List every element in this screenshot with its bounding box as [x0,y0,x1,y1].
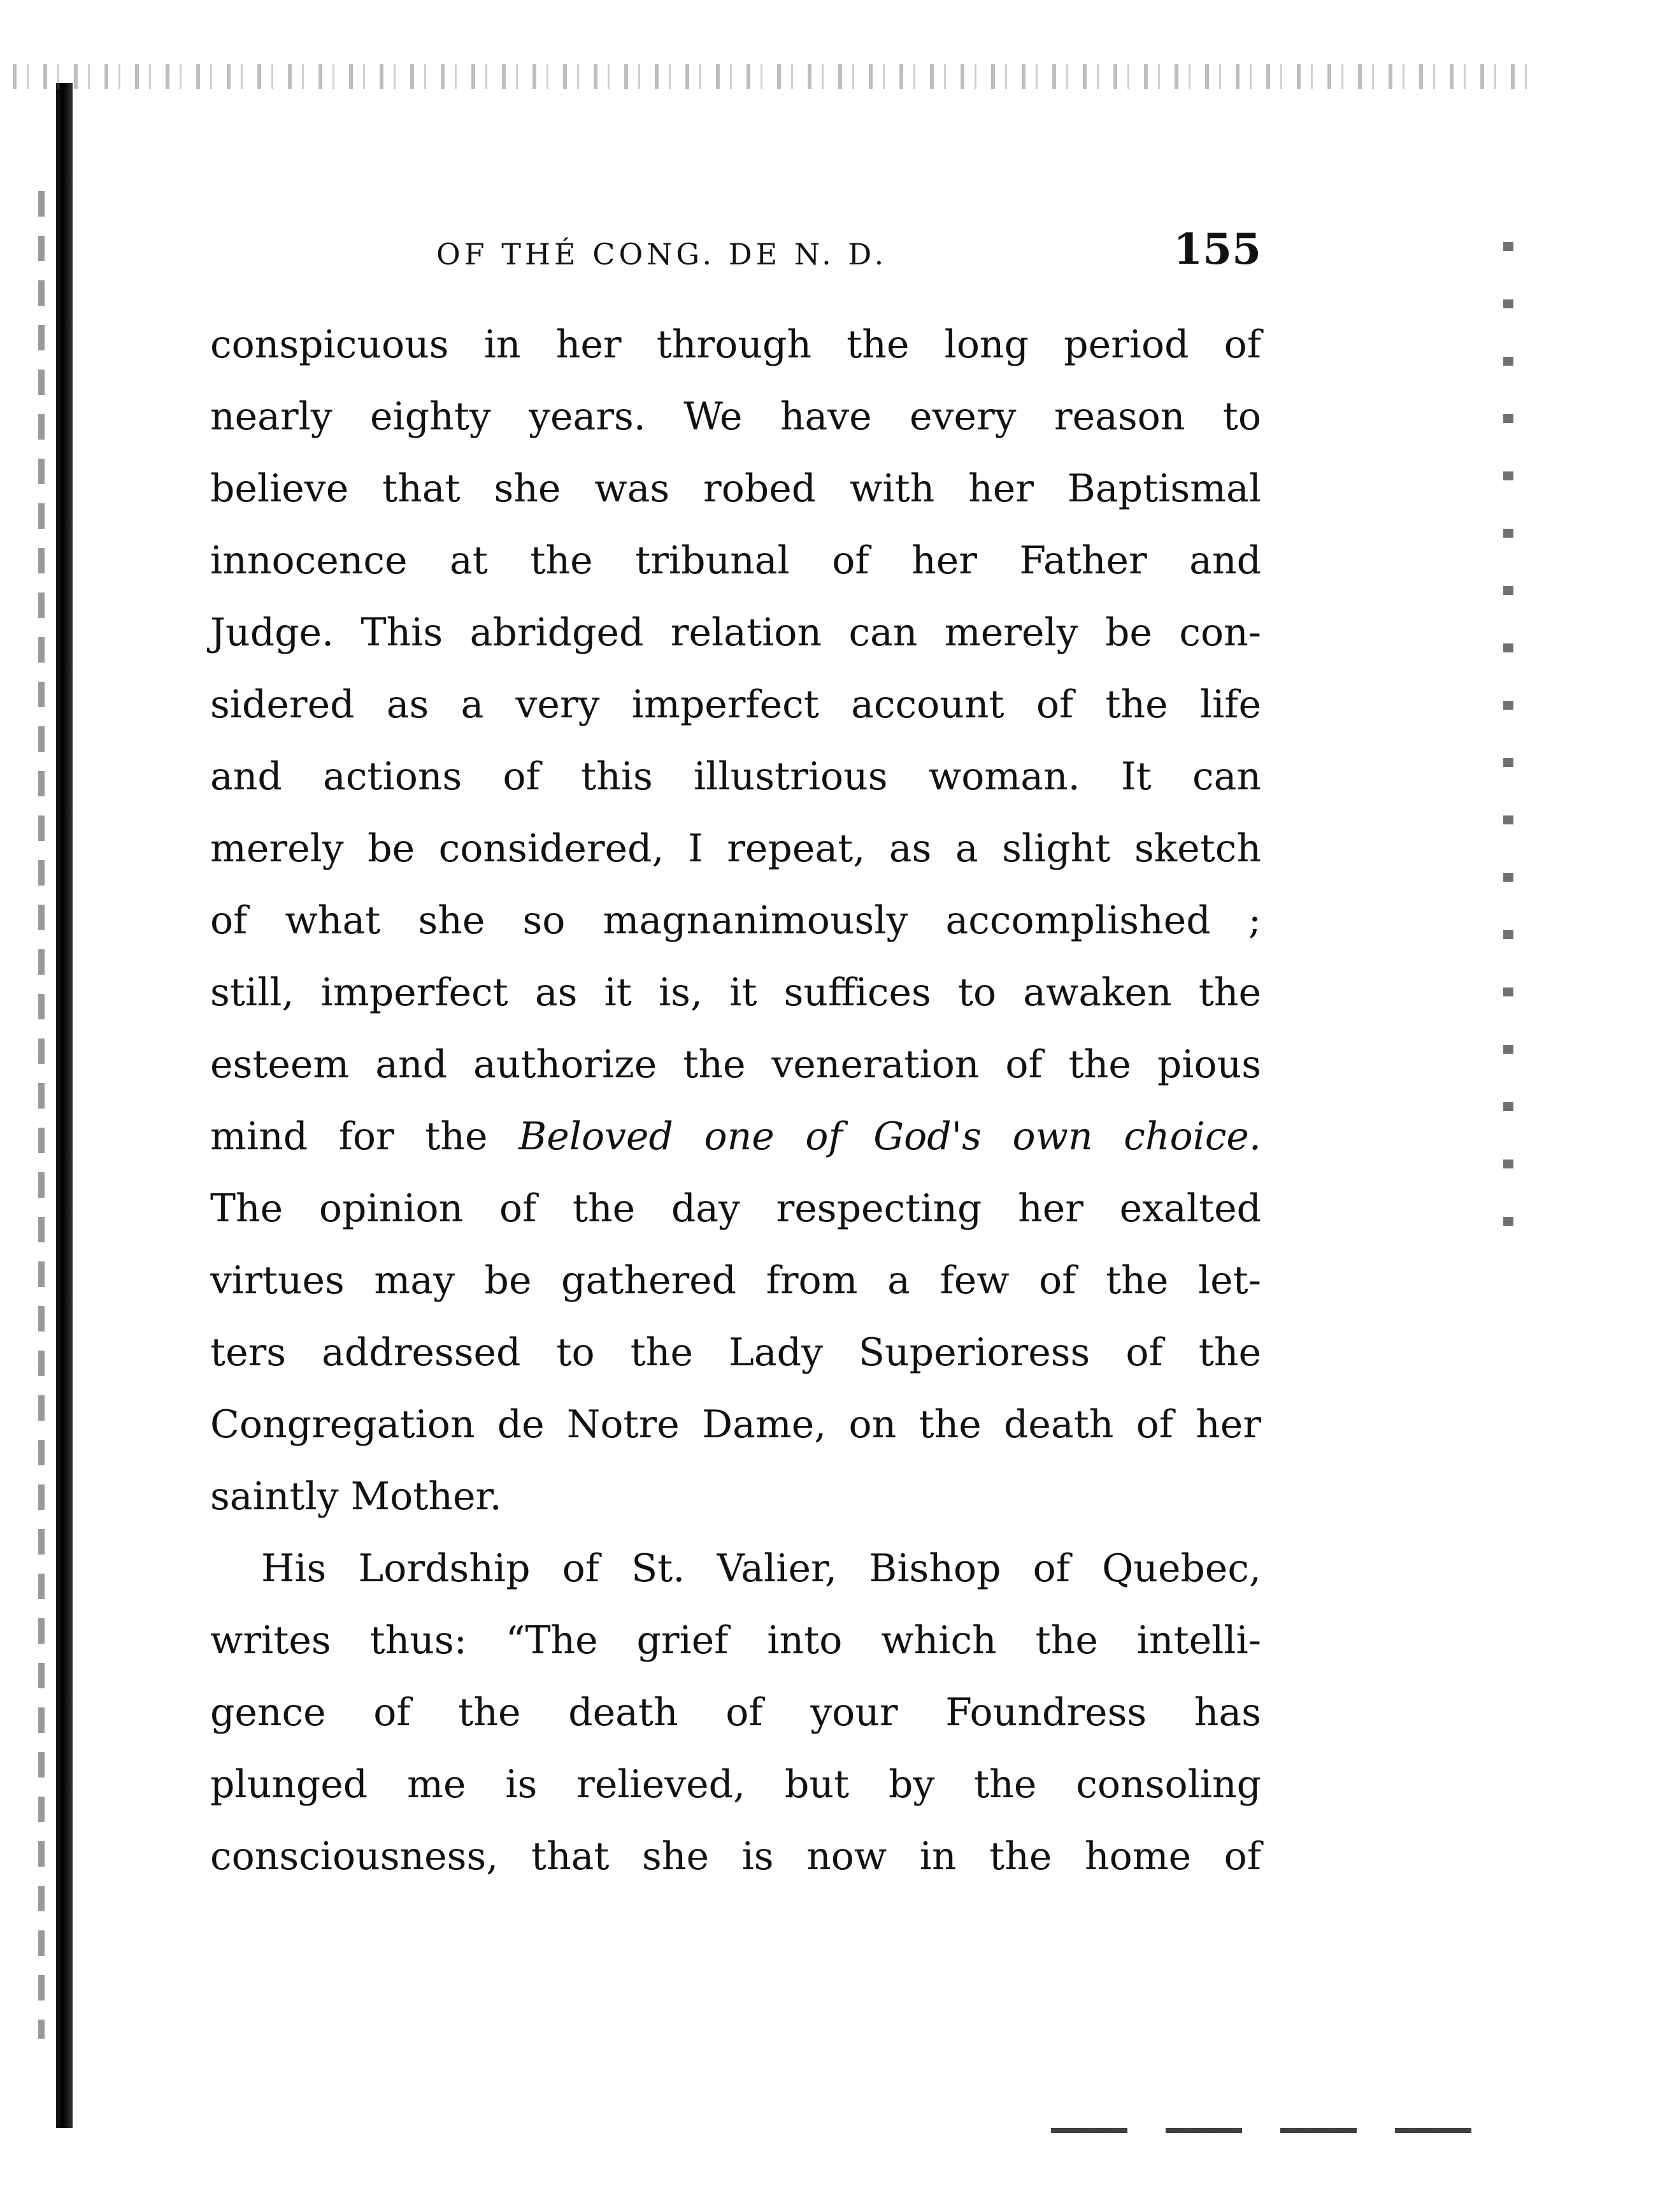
page-number: 155 [1173,224,1261,274]
scan-noise-bottom [1051,2128,1497,2133]
text-line: plunged me is relieved, but by the consoling [210,1762,1261,1807]
text-line: The opinion of the day respecting her exalted [210,1186,1261,1231]
text-line: sidered as a very imperfect account of the life [210,682,1261,727]
text-line: believe that she was robed with her Baptismal [210,466,1261,511]
text-line: gence of the death of your Foundress has [210,1690,1261,1735]
binding-edge-shadow [38,191,45,2039]
text-line: nearly eighty years. We have every reason to [210,394,1261,439]
text-line: virtues may be gathered from a few of the let- [210,1258,1261,1303]
text-line: and actions of this illustrious woman. It can [210,754,1261,799]
text-line: His Lordship of St. Valier, Bishop of Quebec, [261,1546,1261,1591]
paragraph-2 [210,1533,1261,1893]
text-line: Congregation de Notre Dame, on the death of her [210,1402,1261,1447]
running-title: OF THÉ CONG. DE N. D. [436,237,888,271]
text-line: of what she so magnanimously accomplished ; [210,898,1261,943]
text-line: saintly Mother. [210,1474,502,1519]
text-line: esteem and authorize the veneration of the pious [210,1042,1261,1087]
scan-noise-top [13,64,1529,89]
italic-phrase: Beloved one of God's own choice. [518,1114,1261,1159]
body-text [210,309,1261,1893]
paragraph-1 [210,309,1261,1533]
text-line: still, imperfect as it is, it suffices to awaken the [210,970,1261,1015]
running-head [210,224,1261,282]
binding-edge [56,83,73,2128]
text-line: consciousness, that she is now in the home of [210,1834,1261,1879]
text-line: innocence at the tribunal of her Father and [210,538,1261,583]
text-line: conspicuous in her through the long period of [210,322,1261,367]
text-line: Judge. This abridged relation can merely be con- [210,610,1261,655]
text-segment: mind for the [210,1114,519,1159]
text-line [210,1101,1261,1173]
scan-noise-right [1503,242,1513,1261]
text-line: ters addressed to the Lady Superioress of the [210,1330,1261,1375]
text-line: merely be considered, I repeat, as a slight sketch [210,826,1261,871]
text-line: writes thus: “The grief into which the intelli- [210,1618,1261,1663]
